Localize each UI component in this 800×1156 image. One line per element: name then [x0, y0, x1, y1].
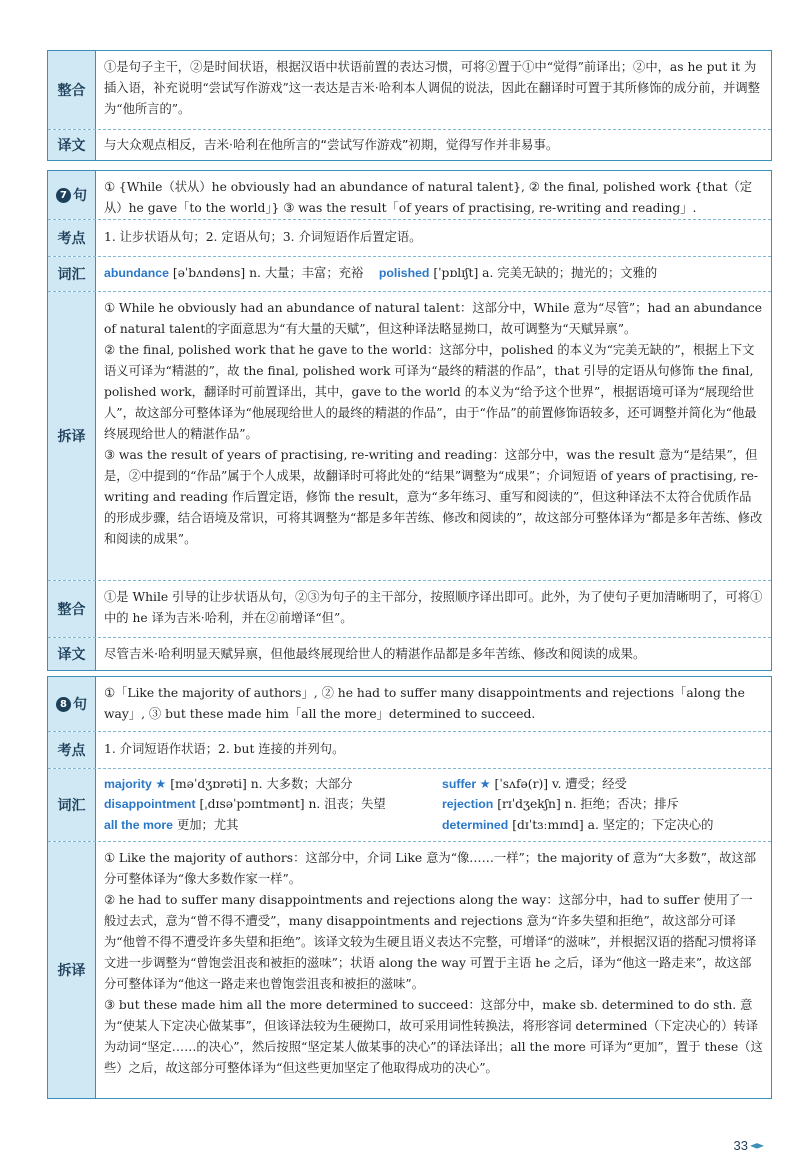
chaiyi-part-3: ③ was the result of years of practising, re-writing and reading：这部分中，was the result 意为“是结果”，但是，②中提到的“作品”属于个人成果，故翻译时可将此处的“结果”调整为“成果”；介词短语 of years of practising, re-writing and reading 作后置定语，修饰 the result，意为“多年练习、重写和阅读的”，但这种译法不太符合优质作品的形成步骤，结合语境及常识，可将其调整为“都是多年苦练、修改和阅读的”，故这部分可整体译为“都是多年苦练、修改和阅读的成果”。 — [104, 448, 763, 546]
label-chaiyi: 拆译 — [48, 842, 96, 1098]
vocab-entry — [442, 774, 763, 794]
row-sentence — [48, 171, 771, 219]
vocab-def: [məˈdʒɒrəti] n. 大多数；大部分 — [170, 777, 353, 791]
page-number — [734, 1138, 764, 1153]
sentence-number: 7 — [56, 188, 71, 203]
sentence-text: ① {While（状从）he obviously had an abundance of natural talent}, ② the final, polished work {that（定从）he gave「to the world」} ③ was the result「of years of practising, re-writing and reading」. — [104, 180, 753, 215]
chaiyi-part-3: ③ but these made him all the more determined to succeed：这部分中，make sb. determined to do sth. 意为“使某人下定决心做某事”，但该译法较为生硬拗口，故可采用词性转换法，将形容词 determined（下定决心的）转译为动词“坚定……的决心”，然后按照“坚定某人做某事的决心”的译法译出；all the more 可译为“更加”，置于 these（这些）之后，故这部分可整体译为“但这些更加坚定了他取得成功的决心”。 — [104, 998, 763, 1075]
vocab-word: abundance — [104, 266, 169, 280]
chaiyi-part-1: ① Like the majority of authors：这部分中，介词 Like 意为“像……一样”；the majority of 意为“大多数”，故这部分可整体译为“像大多数作家一样”。 — [104, 851, 757, 886]
vocab-def: [rɪˈdʒekʃn] n. 拒绝；否决；排斥 — [497, 797, 679, 812]
label-yiwen: 译文 — [48, 130, 96, 160]
row-zhenghe — [48, 580, 771, 637]
vocab-word: majority ★ — [104, 777, 167, 791]
vocab-entry — [442, 815, 763, 835]
chaiyi-part-1: ① While he obviously had an abundance of natural talent：这部分中，While 意为“尽管”；had an abundance of natural talent的字面意思为“有大量的天赋”，但这种译法略显拗口，故可调整为“天赋异禀”。 — [104, 301, 762, 336]
row-zhenghe — [48, 51, 771, 129]
vocab-word: determined — [442, 817, 509, 832]
graduation-cap-icon — [750, 1143, 764, 1150]
vocab-def: [dɪˈtɜːmɪnd] a. 坚定的；下定决心的 — [512, 817, 714, 832]
row-yiwen — [48, 129, 771, 160]
zhenghe-text: ①是句子主干，②是时间状语，根据汉语中状语前置的表达习惯，可将②置于①中“觉得”前译出；②中，as he put it 为插入语，补充说明“尝试写作游戏”这一表达是吉米·哈利本人调侃的说法，因此在翻译时可置于其所修饰的成分前，并调整为“他所言的”。 — [104, 60, 760, 116]
vocab-word: all the more — [104, 817, 174, 832]
vocab-def: [ˈsʌfə(r)] v. 遭受；经受 — [494, 777, 627, 791]
vocab-entry — [442, 794, 763, 814]
block-sentence-7 — [47, 170, 772, 671]
vocab-word: disappointment — [104, 797, 196, 812]
kaodian-text: 1. 介词短语作状语；2. but 连接的并列句。 — [104, 742, 345, 756]
row-kaodian — [48, 219, 771, 256]
kaodian-text: 1. 让步状语从句；2. 定语从句；3. 介词短语作后置定语。 — [104, 230, 422, 244]
vocab-def: [ˌdɪsəˈpɔɪntmənt] n. 沮丧；失望 — [199, 797, 386, 812]
vocab-def: [əˈbʌndəns] n. 大量；丰富；充裕 — [172, 266, 364, 280]
label-ju: 句 — [73, 188, 87, 204]
label-zhenghe: 整合 — [48, 581, 96, 637]
sentence-text: ①「Like the majority of authors」, ② he had to suffer many disappointments and rejections「along the way」, ③ but these made him「all the more」determined to succeed. — [104, 686, 745, 721]
vocab-word: rejection — [442, 797, 494, 812]
vocab-entry — [104, 774, 442, 794]
sentence-number: 8 — [56, 697, 71, 712]
chaiyi-part-2: ② the final, polished work that he gave to the world：这部分中，polished 的本义为“完美无缺的”，根据上下文语义可译为“精湛的”，故 the final, polished work 可译为“最终的精湛的作品”，that 引导的定语从句修饰 the final, polished work，翻译时可前置译出，其中，gave to the world 的本义为“给予这个世界”，根据语境可译为“展现给世人”，故这部分可整体译为“他展现给世人的最终的精湛的作品”，由于“作品”的前置修饰语较多，还可调整并简化为“他最终展现给世人的精湛作品”。 — [104, 343, 757, 441]
label-zhenghe: 整合 — [48, 51, 96, 129]
vocab-entry — [104, 794, 442, 814]
page-number-text: 33 — [733, 1138, 748, 1153]
vocab-def: 更加；尤其 — [176, 817, 239, 832]
label-chaiyi: 拆译 — [48, 292, 96, 580]
block-sentence-8 — [47, 676, 772, 1099]
row-kaodian — [48, 731, 771, 768]
row-sentence — [48, 677, 771, 731]
vocab-word: polished — [378, 266, 430, 280]
row-chaiyi — [48, 841, 771, 1098]
yiwen-text: 尽管吉米·哈利明显天赋异禀，但他最终展现给世人的精湛作品都是多年苦练、修改和阅读的成果。 — [104, 646, 646, 661]
row-chaiyi — [48, 291, 771, 580]
vocab-def: [ˈpɒlɪʃt] a. 完美无缺的；抛光的；文雅的 — [433, 266, 658, 280]
block-summary-prev — [47, 50, 772, 161]
row-cihui — [48, 256, 771, 291]
label-kaodian: 考点 — [48, 220, 96, 256]
vocab-word: suffer ★ — [442, 777, 491, 791]
vocab-entry — [104, 815, 442, 835]
label-yiwen: 译文 — [48, 638, 96, 670]
label-cihui: 词汇 — [48, 769, 96, 841]
label-ju: 句 — [73, 697, 87, 713]
yiwen-text: 与大众观点相反，吉米·哈利在他所言的“尝试写作游戏”初期，觉得写作并非易事。 — [104, 137, 559, 152]
label-cihui: 词汇 — [48, 257, 96, 291]
label-kaodian: 考点 — [48, 732, 96, 768]
row-yiwen — [48, 637, 771, 670]
zhenghe-text: ①是 While 引导的让步状语从句，②③为句子的主干部分，按照顺序译出即可。此外，为了使句子更加清晰明了，可将①中的 he 译为吉米·哈利，并在②前增译“但”。 — [104, 590, 763, 625]
chaiyi-part-2: ② he had to suffer many disappointments and rejections along the way：这部分中，had to suffer 使用了一般过去式，意为“曾不得不遭受”，many disappointments and rejections 意为“许多失望和拒绝”，故这部分可译为“他曾不得不遭受许多失望和拒绝”。该译文较为生硬且语义表达不完整，可增译“的滋味”，并根据汉语的搭配习惯将译文进一步调整为“曾饱尝沮丧和被拒的滋味”；状语 along the way 可置于主语 he 之后，译为“他这一路走来”，故这部分可整体译为“他这一路走来也曾饱尝沮丧和被拒的滋味”。 — [104, 893, 757, 991]
row-cihui — [48, 768, 771, 841]
